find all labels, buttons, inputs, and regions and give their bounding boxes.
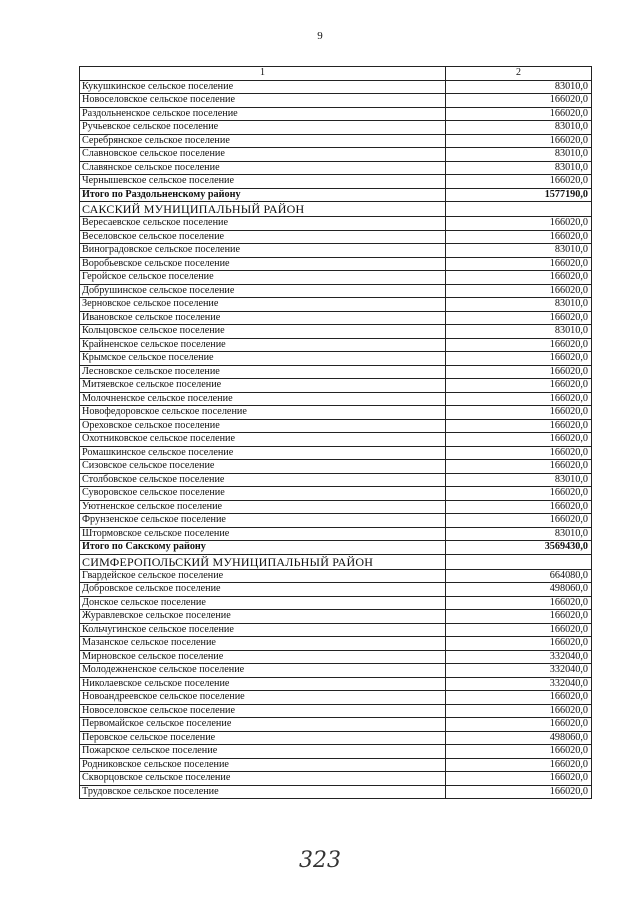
allocation-table bbox=[79, 66, 592, 799]
amount-value: 83010,0 bbox=[446, 473, 592, 487]
settlement-name: Новоандреевское сельское поселение bbox=[80, 691, 446, 705]
table-row bbox=[80, 311, 592, 325]
amount-value: 166020,0 bbox=[446, 217, 592, 231]
amount-value: 166020,0 bbox=[446, 772, 592, 786]
settlement-name: Штормовское сельское поселение bbox=[80, 527, 446, 541]
page-number: 9 bbox=[317, 30, 323, 42]
settlement-name: Славянское сельское поселение bbox=[80, 161, 446, 175]
table-row bbox=[80, 161, 592, 175]
settlement-name: Молодежненское сельское поселение bbox=[80, 664, 446, 678]
table-row bbox=[80, 80, 592, 94]
table-row bbox=[80, 325, 592, 339]
amount-value: 166020,0 bbox=[446, 311, 592, 325]
settlement-name: Славновское сельское поселение bbox=[80, 148, 446, 162]
settlement-name: Суворовское сельское поселение bbox=[80, 487, 446, 501]
table-header-row bbox=[80, 67, 592, 81]
amount-value: 166020,0 bbox=[446, 446, 592, 460]
settlement-name: Новофедоровское сельское поселение bbox=[80, 406, 446, 420]
amount-value: 166020,0 bbox=[446, 691, 592, 705]
amount-value: 83010,0 bbox=[446, 244, 592, 258]
settlement-name: Ромашкинское сельское поселение bbox=[80, 446, 446, 460]
table-row bbox=[80, 650, 592, 664]
amount-value: 166020,0 bbox=[446, 487, 592, 501]
settlement-name: Первомайское сельское поселение bbox=[80, 718, 446, 732]
region-name: САКСКИЙ МУНИЦИПАЛЬНЫЙ РАЙОН bbox=[80, 202, 446, 217]
table-row bbox=[80, 392, 592, 406]
amount-value: 332040,0 bbox=[446, 664, 592, 678]
table-row bbox=[80, 664, 592, 678]
table-row bbox=[80, 419, 592, 433]
settlement-name: Новоселовское сельское поселение bbox=[80, 704, 446, 718]
settlement-name: Виноградовское сельское поселение bbox=[80, 244, 446, 258]
amount-value bbox=[446, 554, 592, 569]
amount-value: 166020,0 bbox=[446, 352, 592, 366]
amount-value: 166020,0 bbox=[446, 637, 592, 651]
settlement-name: Журавлевское сельское поселение bbox=[80, 610, 446, 624]
amount-value: 166020,0 bbox=[446, 460, 592, 474]
settlement-name: Донское сельское поселение bbox=[80, 596, 446, 610]
amount-value: 83010,0 bbox=[446, 527, 592, 541]
amount-value bbox=[446, 202, 592, 217]
table-row bbox=[80, 365, 592, 379]
table-row bbox=[80, 677, 592, 691]
settlement-name: Вересаевское сельское поселение bbox=[80, 217, 446, 231]
table-row bbox=[80, 230, 592, 244]
amount-value: 166020,0 bbox=[446, 230, 592, 244]
settlement-name: Чернышевское сельское поселение bbox=[80, 175, 446, 189]
region-heading-row bbox=[80, 202, 592, 217]
amount-value: 1577190,0 bbox=[446, 188, 592, 202]
region-name: СИМФЕРОПОЛЬСКИЙ МУНИЦИПАЛЬНЫЙ РАЙОН bbox=[80, 554, 446, 569]
table-row bbox=[80, 94, 592, 108]
amount-value: 166020,0 bbox=[446, 134, 592, 148]
settlement-name: Ручьевское сельское поселение bbox=[80, 121, 446, 135]
amount-value: 166020,0 bbox=[446, 365, 592, 379]
table-row bbox=[80, 107, 592, 121]
settlement-name: Новоселовское сельское поселение bbox=[80, 94, 446, 108]
amount-value: 166020,0 bbox=[446, 718, 592, 732]
amount-value: 166020,0 bbox=[446, 94, 592, 108]
table-row bbox=[80, 379, 592, 393]
table-row bbox=[80, 433, 592, 447]
table-row bbox=[80, 338, 592, 352]
amount-value: 166020,0 bbox=[446, 433, 592, 447]
settlement-name: Охотниковское сельское поселение bbox=[80, 433, 446, 447]
table-row bbox=[80, 257, 592, 271]
amount-value: 83010,0 bbox=[446, 161, 592, 175]
amount-value: 166020,0 bbox=[446, 758, 592, 772]
settlement-name: Крымское сельское поселение bbox=[80, 352, 446, 366]
amount-value: 166020,0 bbox=[446, 107, 592, 121]
amount-value: 166020,0 bbox=[446, 379, 592, 393]
total-row bbox=[80, 188, 592, 202]
table-row bbox=[80, 271, 592, 285]
table-row bbox=[80, 473, 592, 487]
amount-value: 166020,0 bbox=[446, 392, 592, 406]
settlement-name: Итого по Сакскому району bbox=[80, 541, 446, 555]
column-header-1: 1 bbox=[80, 67, 446, 81]
amount-value: 166020,0 bbox=[446, 406, 592, 420]
amount-value: 83010,0 bbox=[446, 325, 592, 339]
settlement-name: Крайненское сельское поселение bbox=[80, 338, 446, 352]
table-row bbox=[80, 637, 592, 651]
table-row bbox=[80, 527, 592, 541]
table-row bbox=[80, 446, 592, 460]
settlement-name: Сизовское сельское поселение bbox=[80, 460, 446, 474]
table-row bbox=[80, 745, 592, 759]
settlement-name: Итого по Раздольненскому району bbox=[80, 188, 446, 202]
amount-value: 166020,0 bbox=[446, 271, 592, 285]
amount-value: 166020,0 bbox=[446, 623, 592, 637]
table-row bbox=[80, 134, 592, 148]
table-row bbox=[80, 758, 592, 772]
amount-value: 83010,0 bbox=[446, 80, 592, 94]
amount-value: 166020,0 bbox=[446, 500, 592, 514]
table-row bbox=[80, 352, 592, 366]
settlement-name: Кольцовское сельское поселение bbox=[80, 325, 446, 339]
settlement-name: Добрушинское сельское поселение bbox=[80, 284, 446, 298]
amount-value: 166020,0 bbox=[446, 610, 592, 624]
table-row bbox=[80, 583, 592, 597]
amount-value: 166020,0 bbox=[446, 785, 592, 799]
table-row bbox=[80, 500, 592, 514]
amount-value: 166020,0 bbox=[446, 338, 592, 352]
total-row bbox=[80, 541, 592, 555]
settlement-name: Кукушкинское сельское поселение bbox=[80, 80, 446, 94]
table-row bbox=[80, 284, 592, 298]
amount-value: 166020,0 bbox=[446, 745, 592, 759]
settlement-name: Уютненское сельское поселение bbox=[80, 500, 446, 514]
table-row bbox=[80, 704, 592, 718]
table-row bbox=[80, 460, 592, 474]
amount-value: 166020,0 bbox=[446, 257, 592, 271]
amount-value: 3569430,0 bbox=[446, 541, 592, 555]
settlement-name: Зерновское сельское поселение bbox=[80, 298, 446, 312]
settlement-name: Добровское сельское поселение bbox=[80, 583, 446, 597]
settlement-name: Пожарское сельское поселение bbox=[80, 745, 446, 759]
settlement-name: Столбовское сельское поселение bbox=[80, 473, 446, 487]
settlement-name: Молочненское сельское поселение bbox=[80, 392, 446, 406]
settlement-name: Кольчугинское сельское поселение bbox=[80, 623, 446, 637]
settlement-name: Лесновское сельское поселение bbox=[80, 365, 446, 379]
table-row bbox=[80, 772, 592, 786]
table-row bbox=[80, 217, 592, 231]
table-row bbox=[80, 406, 592, 420]
amount-value: 498060,0 bbox=[446, 731, 592, 745]
settlement-name: Скворцовское сельское поселение bbox=[80, 772, 446, 786]
amount-value: 166020,0 bbox=[446, 419, 592, 433]
table-row bbox=[80, 487, 592, 501]
table-row bbox=[80, 298, 592, 312]
settlement-name: Мирновское сельское поселение bbox=[80, 650, 446, 664]
table-row bbox=[80, 718, 592, 732]
settlement-name: Перовское сельское поселение bbox=[80, 731, 446, 745]
table-row bbox=[80, 175, 592, 189]
table-row bbox=[80, 596, 592, 610]
table-row bbox=[80, 731, 592, 745]
table-row bbox=[80, 691, 592, 705]
settlement-name: Серебрянское сельское поселение bbox=[80, 134, 446, 148]
amount-value: 83010,0 bbox=[446, 298, 592, 312]
handwritten-page-mark: 323 bbox=[299, 848, 341, 873]
amount-value: 166020,0 bbox=[446, 175, 592, 189]
settlement-name: Воробьевское сельское поселение bbox=[80, 257, 446, 271]
amount-value: 664080,0 bbox=[446, 569, 592, 583]
amount-value: 498060,0 bbox=[446, 583, 592, 597]
settlement-name: Гвардейское сельское поселение bbox=[80, 569, 446, 583]
settlement-name: Николаевское сельское поселение bbox=[80, 677, 446, 691]
table-row bbox=[80, 148, 592, 162]
settlement-name: Ивановское сельское поселение bbox=[80, 311, 446, 325]
region-heading-row bbox=[80, 554, 592, 569]
table-row bbox=[80, 785, 592, 799]
table-row bbox=[80, 514, 592, 528]
amount-value: 83010,0 bbox=[446, 148, 592, 162]
amount-value: 83010,0 bbox=[446, 121, 592, 135]
settlement-name: Родниковское сельское поселение bbox=[80, 758, 446, 772]
settlement-name: Трудовское сельское поселение bbox=[80, 785, 446, 799]
settlement-name: Фрунзенское сельское поселение bbox=[80, 514, 446, 528]
settlement-name: Ореховское сельское поселение bbox=[80, 419, 446, 433]
table-row bbox=[80, 121, 592, 135]
amount-value: 166020,0 bbox=[446, 284, 592, 298]
settlement-name: Веселовское сельское поселение bbox=[80, 230, 446, 244]
settlement-name: Раздольненское сельское поселение bbox=[80, 107, 446, 121]
table-row bbox=[80, 569, 592, 583]
amount-value: 166020,0 bbox=[446, 596, 592, 610]
amount-value: 332040,0 bbox=[446, 650, 592, 664]
table-row bbox=[80, 623, 592, 637]
amount-value: 332040,0 bbox=[446, 677, 592, 691]
column-header-2: 2 bbox=[446, 67, 592, 81]
settlement-name: Геройское сельское поселение bbox=[80, 271, 446, 285]
settlement-name: Мазанское сельское поселение bbox=[80, 637, 446, 651]
table-row bbox=[80, 244, 592, 258]
settlement-name: Митяевское сельское поселение bbox=[80, 379, 446, 393]
table-row bbox=[80, 610, 592, 624]
amount-value: 166020,0 bbox=[446, 704, 592, 718]
amount-value: 166020,0 bbox=[446, 514, 592, 528]
